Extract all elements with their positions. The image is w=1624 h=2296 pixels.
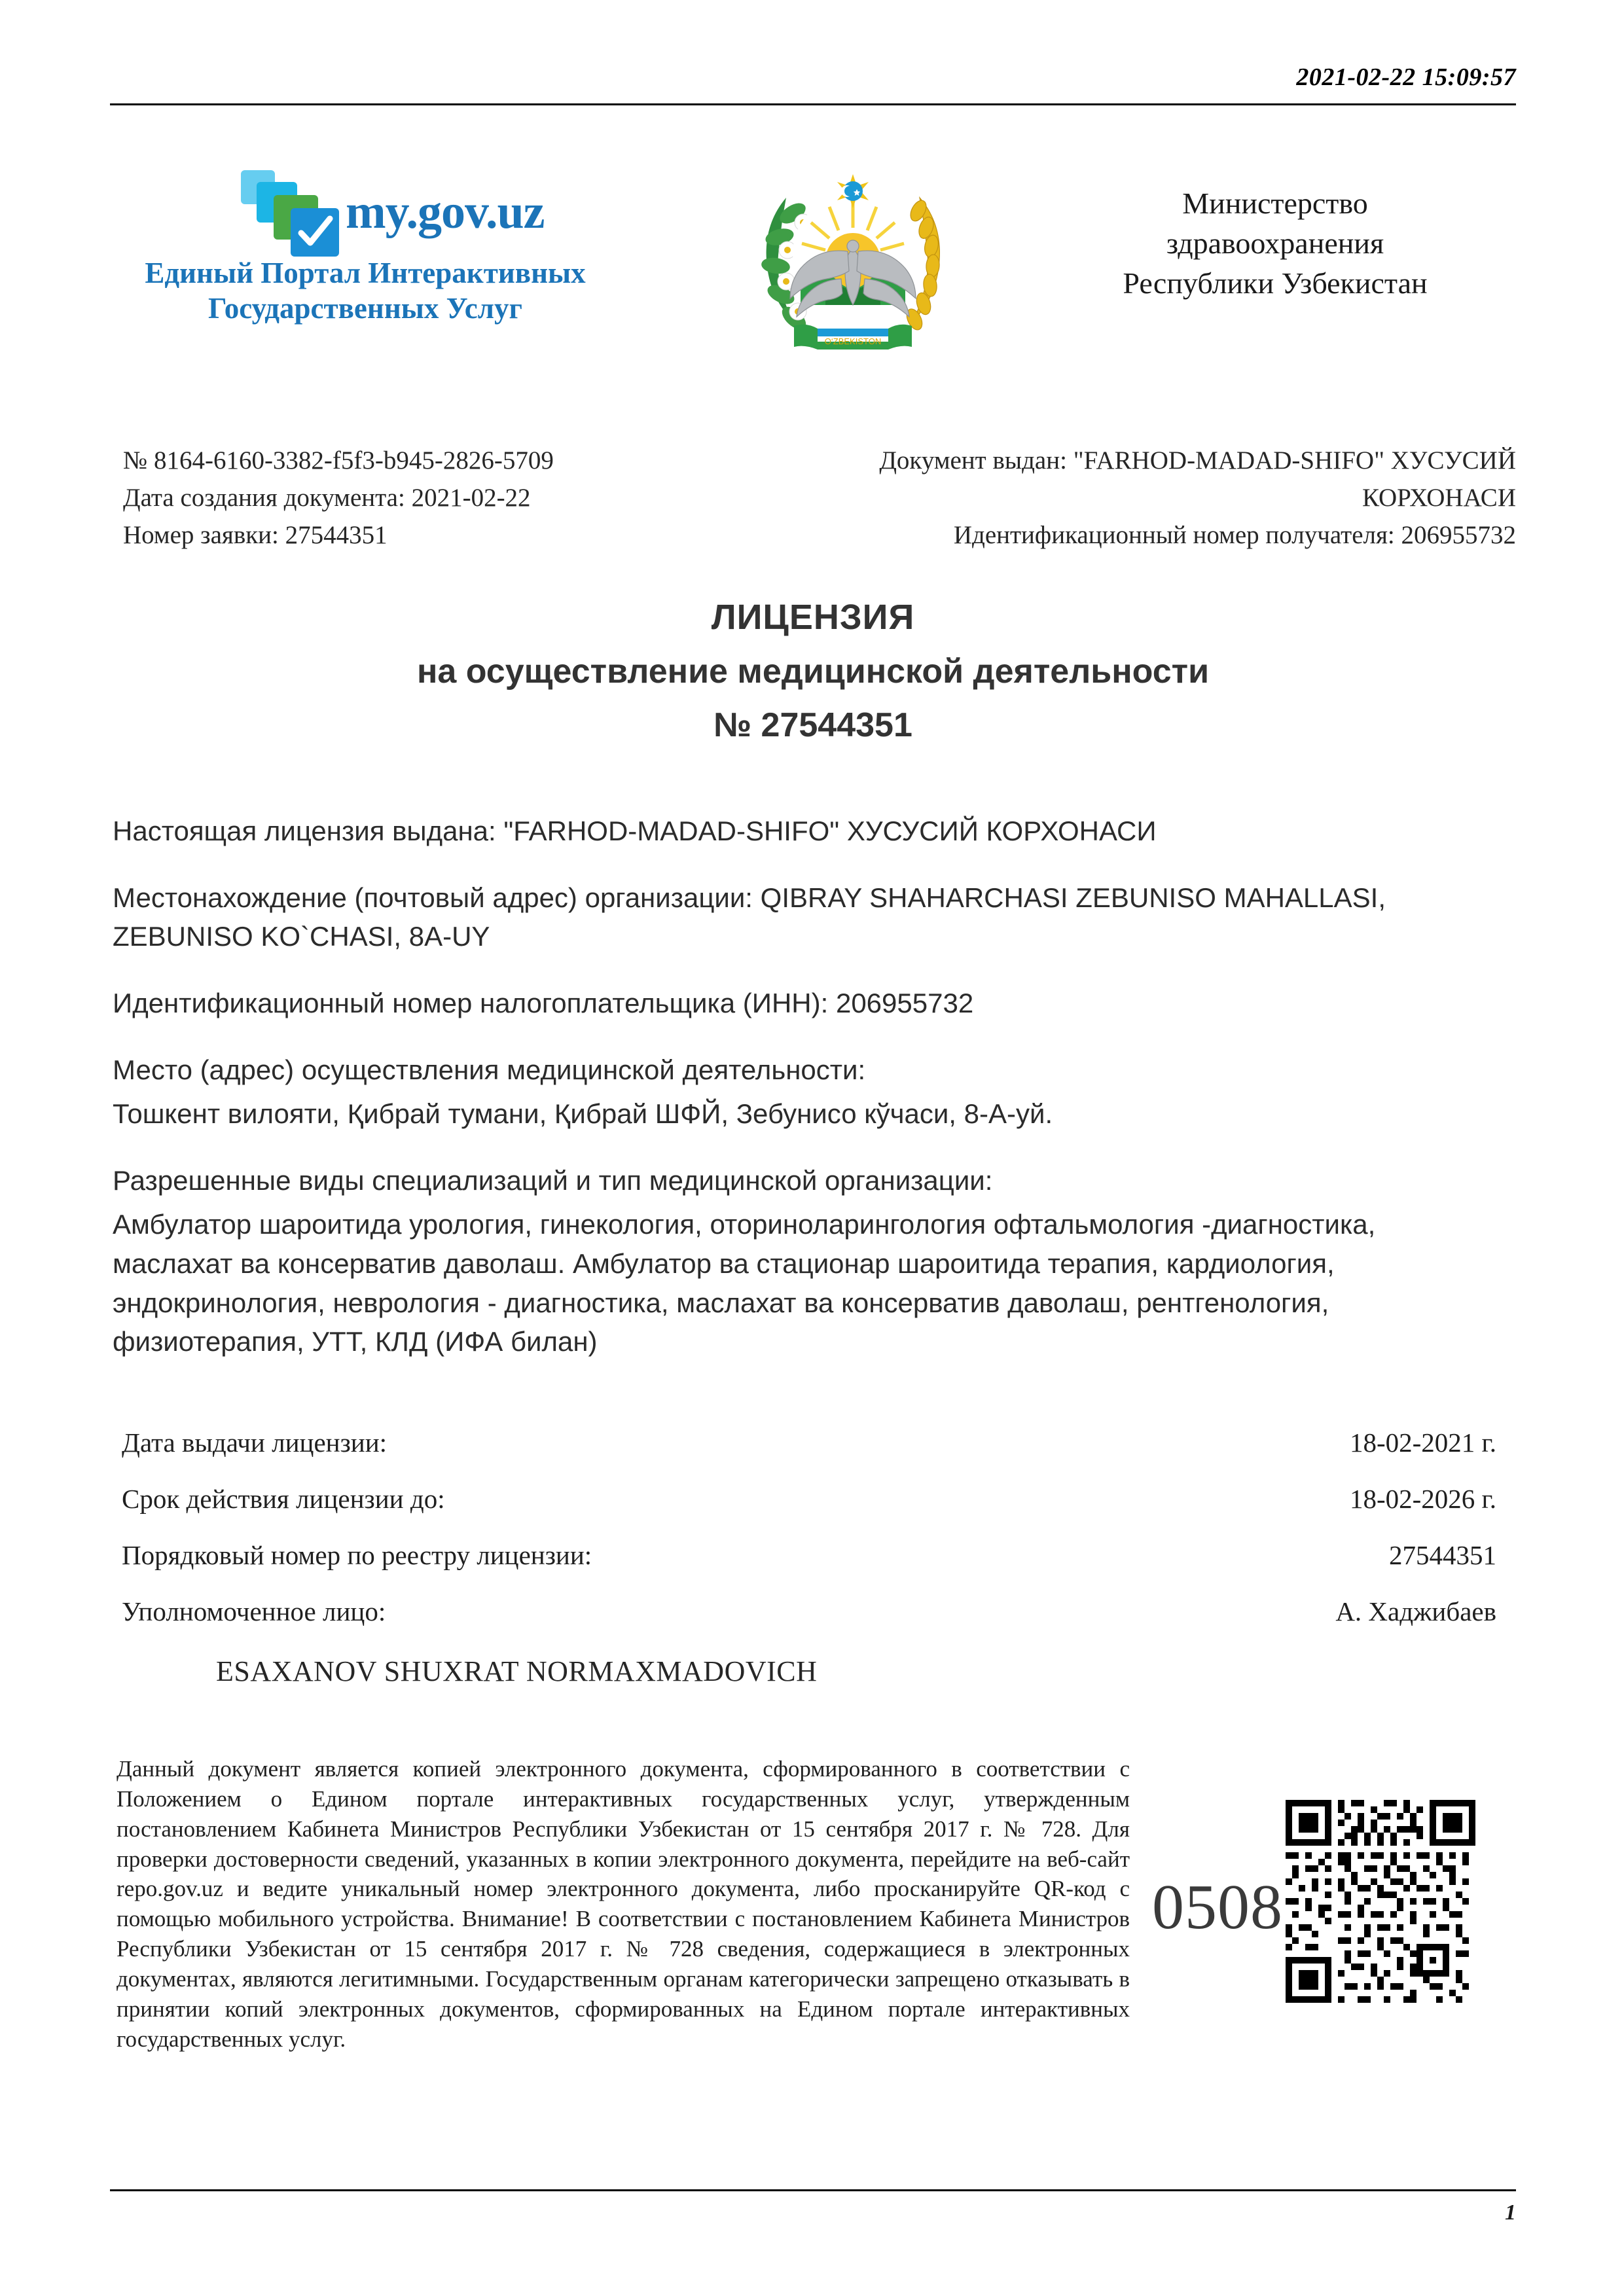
request-number: Номер заявки: 27544351: [123, 520, 388, 549]
document-header: [110, 63, 1516, 92]
title-line-2: на осуществление медицинской деятельности: [416, 653, 1210, 691]
ministry-line-1: Министерство: [1182, 187, 1368, 220]
document-created-date: Дата создания документа: 2021-02-22: [123, 483, 531, 512]
qr-section: [1152, 1793, 1519, 2016]
row-label: Уполномоченное лицо:: [122, 1596, 386, 1626]
qr-code-icon: [1286, 1800, 1475, 2003]
ministry-line-2: здравоохранения: [1166, 226, 1384, 260]
legal-disclaimer: Данный документ является копией электронного документа, сформированного в соответствии с Положением о Едином портале интерактивных государственных услуг, утвержденным постановлением Кабинета Министров Республики Узбекистан от 15 сентября 2017 г. № 728. Для проверки достоверности сведений, указанных в копии электронного документа, перейдите на веб-сайт repo.gov.uz и ведите уникальный номер электронного документа, либо просканируйте QR-код с помощью мобильного устройства. Внимание! В соответствии с постановлением Кабинета Министров Республики Узбекистан от 15 сентября 2017 г. № 728 сведения, содержащиеся в электронных документах, являются легитимными. Государственным органам категорически запрещено отказывать в принятии копий электронных документов, сформированных на Едином портале интерактивных государственных услуг.: [117, 1756, 1130, 2052]
document-id: № 8164-6160-3382-f5f3-b945-2826-5709: [123, 446, 554, 475]
paragraph-specializations-value: Амбулатор шароитида урология, гинекология, оториноларингология офтальмология -диагностика, маслахат ва консерватив даволаш. Амбулатор ва стационар шароитида терапия, кардиология, эндокринология, неврология - диагностика, маслахат ва консерватив даволаш, рентгенология, физиотерапия, УТТ, КЛД (ИФА билан): [113, 1209, 1376, 1357]
row-value: 18-02-2026 г.: [1350, 1484, 1496, 1514]
header-timestamp: 2021-02-22 15:09:57: [1296, 63, 1516, 91]
svg-text:O‘ZBEKISTON: O‘ZBEKISTON: [824, 336, 882, 346]
document-meta-right: [825, 442, 1516, 554]
title-line-3: № 27544351: [713, 706, 912, 744]
recipient-identification-number: Идентификационный номер получателя: 206955732: [953, 520, 1516, 549]
document-meta-left: [123, 442, 778, 554]
header-divider: [110, 103, 1516, 105]
footer-divider: [110, 2189, 1516, 2191]
portal-logo: [136, 170, 634, 325]
row-label: Дата выдачи лицензии:: [122, 1427, 388, 1458]
title-line-1: ЛИЦЕНЗИЯ: [711, 598, 915, 637]
ministry-name: [1039, 183, 1511, 304]
row-value: 27544351: [1389, 1540, 1496, 1570]
row-value: А. Хаджибаев: [1335, 1596, 1496, 1626]
issued-to-line-2: КОРХОНАСИ: [1362, 483, 1516, 512]
paragraph-issued-to: Настоящая лицензия выдана: "FARHOD-MADAD-SHIFO" ХУСУСИЙ КОРХОНАСИ: [113, 816, 1157, 846]
row-value: 18-02-2021 г.: [1350, 1427, 1496, 1458]
masthead: [110, 151, 1516, 360]
my-gov-uz-logo-icon: [241, 170, 339, 254]
row-label: Срок действия лицензии до:: [122, 1484, 445, 1514]
document-body: [113, 812, 1500, 1361]
issued-to-line-1: Документ выдан: "FARHOD-MADAD-SHIFO" ХУСУСИЙ: [879, 446, 1516, 475]
portal-subtitle-line2: Государственных Услуг: [208, 292, 522, 325]
table-row: [122, 1539, 1496, 1571]
signatory-name: ESAXANOV SHUXRAT NORMAXMADOVICH: [216, 1655, 818, 1687]
table-row: [122, 1483, 1496, 1515]
row-label: Порядковый номер по реестру лицензии:: [122, 1540, 592, 1570]
paragraph-location: Местонахождение (почтовый адрес) организации: QIBRAY SHAHARCHASI ZEBUNISO MAHALLASI, ZEBUNISO KO`CHASI, 8A-UY: [113, 882, 1386, 952]
portal-wordmark: my.gov.uz: [346, 185, 545, 239]
coat-of-arms-icon: [755, 151, 951, 360]
paragraph-activity-place-label: Место (адрес) осуществления медицинской деятельности:: [113, 1054, 866, 1085]
page-number: 1: [1505, 2200, 1516, 2225]
ministry-line-3: Республики Узбекистан: [1123, 266, 1428, 300]
paragraph-specializations-label: Разрешенные виды специализаций и тип медицинской организации:: [113, 1164, 993, 1196]
qr-number: 0508: [1152, 1872, 1283, 1943]
paragraph-activity-place-value: Тошкент вилояти, Қибрай тумани, Қибрай ШФЙ, Зебунисо кўчаси, 8-А-уй.: [113, 1098, 1053, 1130]
paragraph-inn: Идентификационный номер налогоплательщика (ИНН): 206955732: [113, 987, 974, 1018]
table-row: [122, 1596, 1496, 1627]
portal-subtitle-line1: Единый Портал Интерактивных: [145, 257, 586, 289]
document-title: [110, 597, 1516, 745]
license-details-table: [122, 1427, 1496, 1627]
checkmark-icon: [297, 213, 334, 251]
table-row: [122, 1427, 1496, 1458]
